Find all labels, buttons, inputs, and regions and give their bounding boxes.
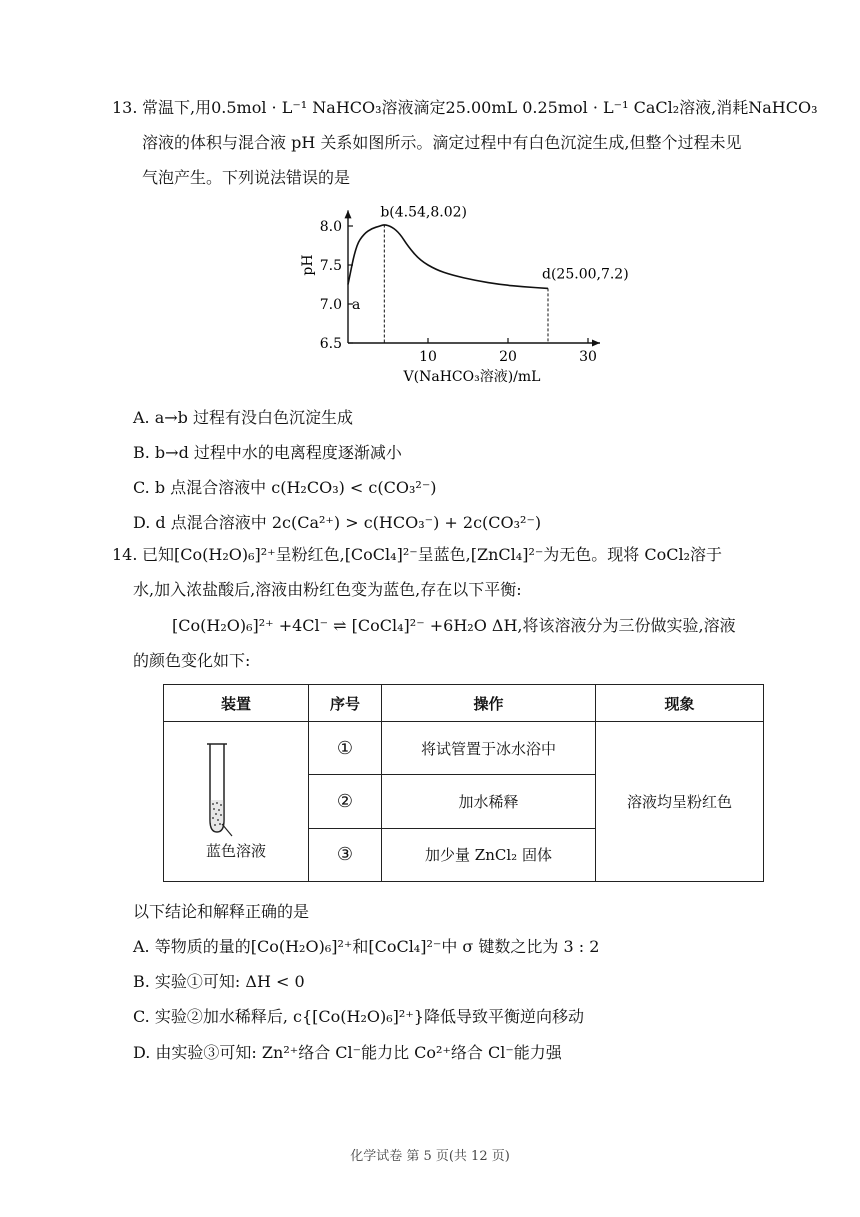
header-phenomenon: 现象 bbox=[596, 685, 764, 722]
y-tick-label: 8.0 bbox=[319, 219, 342, 235]
question-13-option-b: B. b→d 过程中水的电离程度逐渐减小 bbox=[133, 443, 402, 462]
question-13-line-3: 气泡产生。下列说法错误的是 bbox=[142, 168, 351, 187]
question-14-line-4: 的颜色变化如下: bbox=[133, 651, 251, 670]
header-operation: 操作 bbox=[382, 685, 596, 722]
y-tick-label: 7.0 bbox=[319, 297, 342, 313]
y-axis-label: pH bbox=[300, 254, 316, 276]
question-13-option-c: C. b 点混合溶液中 c(H₂CO₃) < c(CO₃²⁻) bbox=[133, 478, 437, 497]
y-axis-arrow bbox=[345, 210, 352, 218]
question-14-number: 14. bbox=[112, 545, 138, 564]
header-apparatus: 装置 bbox=[164, 685, 309, 722]
ph-curve-line bbox=[348, 225, 548, 288]
question-14-prompt: 以下结论和解释正确的是 bbox=[133, 902, 310, 921]
question-14-line-1: 已知[Co(H₂O)₆]²⁺呈粉红色,[CoCl₄]²⁻呈蓝色,[ZnCl₄]²⁻为无色。现将 CoCl₂溶于 bbox=[142, 545, 723, 564]
x-tick-label: 30 bbox=[579, 349, 597, 365]
question-13-line-2: 溶液的体积与混合液 pH 关系如图所示。滴定过程中有白色沉淀生成,但整个过程未见 bbox=[142, 133, 742, 152]
header-index: 序号 bbox=[309, 685, 382, 722]
question-14-option-d: D. 由实验③可知: Zn²⁺络合 Cl⁻能力比 Co²⁺络合 Cl⁻能力强 bbox=[133, 1043, 562, 1062]
question-14-option-a: A. 等物质的量的[Co(H₂O)₆]²⁺和[CoCl₄]²⁻中 σ 键数之比为 3 : 2 bbox=[133, 937, 600, 956]
page-footer: 化学试卷 第 5 页(共 12 页) bbox=[350, 1149, 510, 1164]
row-operation-1: 将试管置于冰水浴中 bbox=[382, 722, 596, 775]
row-operation-2: 加水稀释 bbox=[382, 775, 596, 828]
x-tick-label: 20 bbox=[499, 349, 517, 365]
row-index-2: ② bbox=[309, 775, 382, 828]
ph-titration-chart bbox=[270, 200, 690, 390]
question-14-option-c: C. 实验②加水稀释后, c{[Co(H₂O)₆]²⁺}降低导致平衡逆向移动 bbox=[133, 1007, 584, 1026]
point-b-label: b(4.54,8.02) bbox=[380, 204, 468, 221]
experiment-table bbox=[163, 684, 764, 882]
question-13-number: 13. bbox=[112, 98, 138, 117]
question-13-option-a: A. a→b 过程有没白色沉淀生成 bbox=[133, 408, 354, 427]
question-14-equilibrium: [Co(H₂O)₆]²⁺ +4Cl⁻ ⇌ [CoCl₄]²⁻ +6H₂O ΔH,将该溶液分为三份做实验,溶液 bbox=[172, 616, 736, 635]
apparatus-label: 蓝色溶液 bbox=[205, 842, 266, 860]
x-tick-label: 10 bbox=[419, 349, 437, 365]
x-axis-arrow bbox=[592, 340, 600, 347]
question-13-line-1: 常温下,用0.5mol · L⁻¹ NaHCO₃溶液滴定25.00mL 0.25mol · L⁻¹ CaCl₂溶液,消耗NaHCO₃ bbox=[142, 98, 818, 117]
table-header-row bbox=[164, 685, 764, 722]
y-tick-label: 7.5 bbox=[319, 258, 342, 274]
x-axis-label: V(NaHCO₃溶液)/mL bbox=[403, 369, 541, 385]
test-tube-icon bbox=[202, 740, 262, 840]
question-14-line-2: 水,加入浓盐酸后,溶液由粉红色变为蓝色,存在以下平衡: bbox=[133, 580, 522, 599]
point-a-label: a bbox=[352, 297, 361, 313]
row-index-1: ① bbox=[309, 722, 382, 775]
question-14-option-b: B. 实验①可知: ΔH < 0 bbox=[133, 972, 305, 991]
point-d-label: d(25.00,7.2) bbox=[542, 266, 629, 283]
row-index-3: ③ bbox=[309, 828, 382, 881]
y-tick-label: 6.5 bbox=[319, 336, 342, 352]
question-13-option-d: D. d 点混合溶液中 2c(Ca²⁺) > c(HCO₃⁻) + 2c(CO₃²⁻) bbox=[133, 513, 542, 532]
row-operation-3: 加少量 ZnCl₂ 固体 bbox=[382, 828, 596, 881]
table-row bbox=[164, 722, 764, 775]
phenomenon-cell: 溶液均呈粉红色 bbox=[596, 722, 764, 882]
apparatus-cell bbox=[164, 722, 309, 882]
